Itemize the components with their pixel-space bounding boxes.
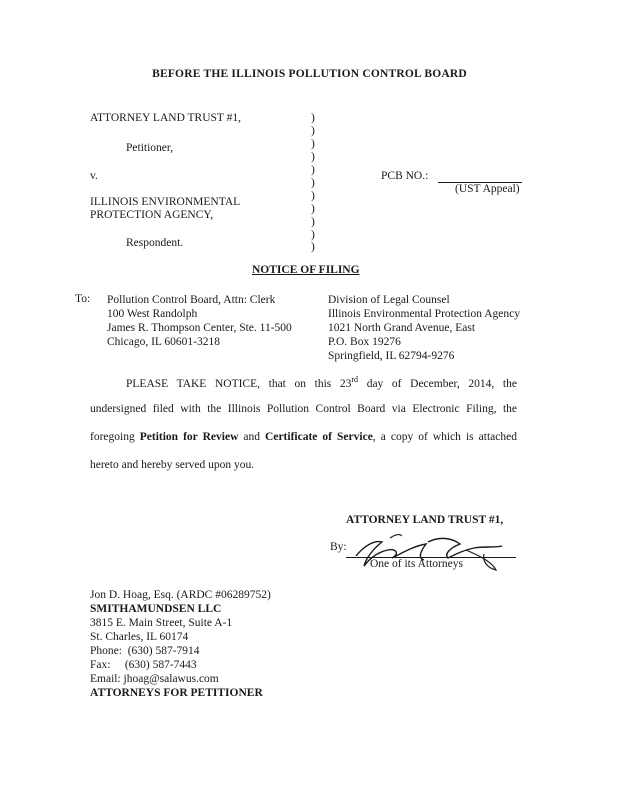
respondent-name-line2: PROTECTION AGENCY, — [90, 209, 214, 221]
petition-title: Petition for Review — [139, 431, 239, 443]
signature-party: ATTORNEY LAND TRUST #1, — [346, 514, 504, 526]
caption-paren: ) — [311, 203, 315, 215]
caption-paren: ) — [311, 164, 315, 176]
body-line-2: undersigned filed with the Illinois Pollution Control Board via Electronic Filing, the — [90, 403, 517, 415]
body-text: , a copy of which is attached — [372, 431, 517, 443]
recipient-left-line: Chicago, IL 60601-3218 — [107, 336, 220, 348]
recipient-left-line: 100 West Randolph — [107, 308, 198, 320]
firm-address-line1: 3815 E. Main Street, Suite A-1 — [90, 617, 233, 629]
date-ordinal: rd — [351, 375, 359, 384]
attorney-block — [90, 588, 271, 700]
pcb-number-label: PCB NO.: — [381, 170, 429, 182]
firm-fax: Fax: (630) 587-7443 — [90, 659, 197, 671]
body-text: PLEASE TAKE NOTICE, that on this 23 — [126, 377, 352, 390]
to-label: To: — [75, 293, 91, 305]
recipient-right-line: Springfield, IL 62794-9276 — [328, 350, 455, 362]
recipient-right-line: Division of Legal Counsel — [328, 294, 450, 306]
recipient-left-line: James R. Thompson Center, Ste. 11-500 — [107, 322, 292, 334]
caption-paren: ) — [311, 151, 315, 163]
body-text: and — [238, 431, 266, 443]
caption-paren: ) — [311, 241, 315, 253]
caption-paren: ) — [311, 229, 315, 241]
firm-email: Email: jhoag@salawus.com — [90, 673, 219, 685]
respondent-name-line1: ILLINOIS ENVIRONMENTAL — [90, 196, 241, 208]
petitioner-role: Petitioner, — [126, 142, 174, 154]
caption-paren: ) — [311, 216, 315, 228]
recipient-right — [328, 293, 520, 363]
recipient-right-line: P.O. Box 19276 — [328, 336, 401, 348]
body-line-1 — [126, 375, 517, 390]
document-title: BEFORE THE ILLINOIS POLLUTION CONTROL BOARD — [152, 68, 467, 80]
recipient-left — [107, 293, 292, 349]
signature-by-label: By: — [330, 541, 347, 553]
recipient-left-line: Pollution Control Board, Attn: Clerk — [107, 294, 276, 306]
recipient-right-line: Illinois Environmental Protection Agency — [328, 308, 520, 320]
body-line-4: hereto and hereby served upon you. — [90, 459, 255, 471]
notice-heading: NOTICE OF FILING — [252, 264, 360, 276]
firm-phone: Phone: (630) 587-7914 — [90, 645, 200, 657]
recipient-right-line: 1021 North Grand Avenue, East — [328, 322, 476, 334]
signature-role: One of its Attorneys — [370, 558, 463, 570]
certificate-title: Certificate of Service — [265, 431, 373, 443]
body-text: foregoing — [90, 431, 140, 443]
caption-paren: ) — [311, 112, 315, 124]
attorney-name: Jon D. Hoag, Esq. (ARDC #06289752) — [90, 589, 271, 601]
caption-paren: ) — [311, 190, 315, 202]
caption-paren: ) — [311, 138, 315, 150]
caption-paren: ) — [311, 125, 315, 137]
firm-address-line2: St. Charles, IL 60174 — [90, 631, 189, 643]
appeal-type: (UST Appeal) — [455, 183, 520, 195]
petitioner-name: ATTORNEY LAND TRUST #1, — [90, 112, 241, 124]
respondent-role: Respondent. — [126, 237, 184, 249]
body-text: day of December, 2014, the — [358, 377, 517, 390]
body-line-3 — [90, 431, 517, 443]
versus-label: v. — [90, 170, 98, 182]
attorney-designation: ATTORNEYS FOR PETITIONER — [90, 687, 263, 699]
law-firm-name: SMITHAMUNDSEN LLC — [90, 603, 222, 615]
caption-paren: ) — [311, 177, 315, 189]
